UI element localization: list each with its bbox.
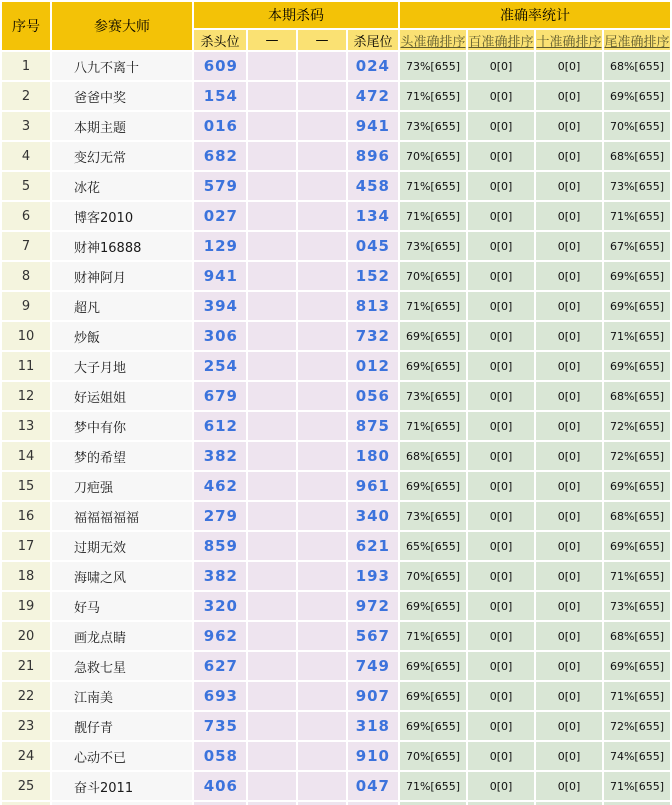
row-kill-tens-value [298, 742, 346, 770]
row-accuracy-hundreds: 0[0] [468, 652, 534, 680]
row-master-name: 超凡 [52, 292, 192, 320]
column-header-serial: 序号 [2, 2, 50, 50]
row-accuracy-hundreds: 0[0] [468, 262, 534, 290]
row-kill-head-value: 279 [194, 502, 246, 530]
row-kill-tail-value: 056 [348, 382, 398, 410]
row-kill-head-value: 627 [194, 652, 246, 680]
row-kill-tail-value: 896 [348, 142, 398, 170]
row-kill-tens-value [298, 382, 346, 410]
sort-link-head-accuracy[interactable]: 头准确排序 [400, 34, 466, 50]
row-accuracy-tail: 72%[655] [604, 412, 670, 440]
row-accuracy-hundreds: 0[0] [468, 142, 534, 170]
row-kill-hundreds-value [248, 622, 296, 650]
row-accuracy-head: 70%[655] [400, 742, 466, 770]
row-accuracy-hundreds: 0[0] [468, 52, 534, 80]
row-accuracy-tail: 69%[655] [604, 532, 670, 560]
row-master-name: 变幻无常 [52, 142, 192, 170]
row-kill-tail-value: 961 [348, 472, 398, 500]
row-accuracy-hundreds: 0[0] [468, 682, 534, 710]
row-kill-head-value: 462 [194, 472, 246, 500]
row-kill-tens-value [298, 172, 346, 200]
row-kill-hundreds-value [248, 322, 296, 350]
row-kill-tail-value: 047 [348, 772, 398, 800]
row-kill-head-value: 016 [194, 112, 246, 140]
row-serial-number: 5 [2, 172, 50, 200]
row-accuracy-head: 70%[655] [400, 562, 466, 590]
row-master-name: 大子月地 [52, 352, 192, 380]
row-accuracy-tail: 68%[655] [604, 622, 670, 650]
row-kill-hundreds-value [248, 202, 296, 230]
row-serial-number: 22 [2, 682, 50, 710]
row-master-name: 心动不已 [52, 742, 192, 770]
row-kill-tail-value: 318 [348, 712, 398, 740]
row-accuracy-hundreds: 0[0] [468, 502, 534, 530]
subheader-dash-1: — [248, 30, 296, 50]
row-serial-number: 15 [2, 472, 50, 500]
row-accuracy-hundreds: 0[0] [468, 712, 534, 740]
row-kill-tens-value [298, 592, 346, 620]
row-master-name: 过期无效 [52, 532, 192, 560]
row-serial-number: 18 [2, 562, 50, 590]
row-kill-tail-value: 152 [348, 262, 398, 290]
subheader-kill-tail: 杀尾位 [348, 30, 398, 50]
row-kill-hundreds-value [248, 232, 296, 260]
row-kill-hundreds-value [248, 652, 296, 680]
row-kill-hundreds-value [248, 592, 296, 620]
row-serial-number: 14 [2, 442, 50, 470]
row-accuracy-tail: 71%[655] [604, 202, 670, 230]
row-accuracy-tail: 68%[655] [604, 382, 670, 410]
row-accuracy-tens: 0[0] [536, 532, 602, 560]
row-kill-hundreds-value [248, 532, 296, 560]
row-kill-hundreds-value [248, 502, 296, 530]
row-accuracy-tail: 73%[655] [604, 592, 670, 620]
row-accuracy-tens: 0[0] [536, 382, 602, 410]
row-accuracy-head: 69%[655] [400, 592, 466, 620]
row-kill-tail-value: 567 [348, 622, 398, 650]
row-kill-tail-value: 941 [348, 112, 398, 140]
row-kill-tens-value [298, 622, 346, 650]
group-header-accuracy-stats: 准确率统计 [400, 2, 670, 28]
table-row [2, 592, 670, 620]
row-kill-tail-value: 340 [348, 502, 398, 530]
row-kill-hundreds-value [248, 172, 296, 200]
row-master-name: 江南美 [52, 682, 192, 710]
row-serial-number: 24 [2, 742, 50, 770]
row-kill-hundreds-value [248, 292, 296, 320]
row-kill-tail-value: 972 [348, 592, 398, 620]
row-serial-number: 25 [2, 772, 50, 800]
row-accuracy-tens: 0[0] [536, 472, 602, 500]
row-serial-number: 11 [2, 352, 50, 380]
row-accuracy-tail: 67%[655] [604, 232, 670, 260]
table-row [2, 322, 670, 350]
row-serial-number: 3 [2, 112, 50, 140]
row-kill-tens-value [298, 562, 346, 590]
group-header-kill-codes: 本期杀码 [194, 2, 398, 28]
row-kill-hundreds-value [248, 472, 296, 500]
row-accuracy-hundreds: 0[0] [468, 322, 534, 350]
row-accuracy-hundreds: 0[0] [468, 82, 534, 110]
row-accuracy-tens: 0[0] [536, 352, 602, 380]
row-accuracy-tens: 0[0] [536, 682, 602, 710]
table-body [2, 52, 670, 805]
row-kill-head-value: 129 [194, 232, 246, 260]
row-accuracy-head: 65%[655] [400, 532, 466, 560]
row-master-name: 冰花 [52, 172, 192, 200]
row-master-name: 靓仔青 [52, 712, 192, 740]
table-row [2, 112, 670, 140]
row-accuracy-tens: 0[0] [536, 772, 602, 800]
row-accuracy-head: 71%[655] [400, 772, 466, 800]
row-serial-number: 9 [2, 292, 50, 320]
row-accuracy-tail: 69%[655] [604, 472, 670, 500]
row-accuracy-hundreds: 0[0] [468, 532, 534, 560]
row-accuracy-tens: 0[0] [536, 202, 602, 230]
row-serial-number: 2 [2, 82, 50, 110]
table-row [2, 712, 670, 740]
row-kill-tail-value: 472 [348, 82, 398, 110]
row-kill-head-value: 579 [194, 172, 246, 200]
table-row [2, 262, 670, 290]
row-accuracy-head: 69%[655] [400, 652, 466, 680]
subheader-dash-2: — [298, 30, 346, 50]
row-kill-head-value: 735 [194, 712, 246, 740]
row-kill-hundreds-value [248, 112, 296, 140]
sort-link-tail-accuracy[interactable]: 尾准确排序 [604, 34, 670, 50]
row-master-name: 好运姐姐 [52, 382, 192, 410]
row-master-name: 好马 [52, 592, 192, 620]
row-accuracy-hundreds: 0[0] [468, 562, 534, 590]
row-kill-tens-value [298, 52, 346, 80]
row-kill-hundreds-value [248, 352, 296, 380]
row-serial-number: 12 [2, 382, 50, 410]
row-accuracy-head: 69%[655] [400, 352, 466, 380]
table-row [2, 232, 670, 260]
row-accuracy-head: 73%[655] [400, 232, 466, 260]
row-serial-number: 21 [2, 652, 50, 680]
row-kill-tail-value: 749 [348, 652, 398, 680]
row-accuracy-tail: 70%[655] [604, 112, 670, 140]
row-accuracy-head: 71%[655] [400, 412, 466, 440]
row-kill-hundreds-value [248, 262, 296, 290]
row-master-name: 炒飯 [52, 322, 192, 350]
row-accuracy-tens: 0[0] [536, 292, 602, 320]
row-accuracy-tens: 0[0] [536, 442, 602, 470]
row-serial-number: 4 [2, 142, 50, 170]
row-master-name: 画龙点睛 [52, 622, 192, 650]
row-kill-tens-value [298, 442, 346, 470]
row-accuracy-tail: 71%[655] [604, 682, 670, 710]
row-accuracy-tens: 0[0] [536, 502, 602, 530]
row-accuracy-tens: 0[0] [536, 712, 602, 740]
row-accuracy-tail: 73%[655] [604, 172, 670, 200]
table-row [2, 472, 670, 500]
table-row [2, 172, 670, 200]
row-master-name: 海啸之风 [52, 562, 192, 590]
row-accuracy-tens: 0[0] [536, 232, 602, 260]
row-kill-hundreds-value [248, 442, 296, 470]
row-kill-hundreds-value [248, 682, 296, 710]
row-accuracy-tail: 72%[655] [604, 712, 670, 740]
row-kill-tens-value [298, 232, 346, 260]
row-accuracy-tens: 0[0] [536, 742, 602, 770]
row-master-name: 爸爸中奖 [52, 82, 192, 110]
row-master-name: 急救七星 [52, 652, 192, 680]
row-kill-head-value: 682 [194, 142, 246, 170]
subheader-kill-head: 杀头位 [194, 30, 246, 50]
row-accuracy-hundreds: 0[0] [468, 292, 534, 320]
row-accuracy-tail: 74%[655] [604, 742, 670, 770]
row-accuracy-tens: 0[0] [536, 172, 602, 200]
row-kill-tail-value: 910 [348, 742, 398, 770]
row-kill-tail-value: 012 [348, 352, 398, 380]
table-row [2, 292, 670, 320]
table-row [2, 52, 670, 80]
row-accuracy-tail: 68%[655] [604, 142, 670, 170]
row-kill-head-value: 320 [194, 592, 246, 620]
row-kill-head-value: 382 [194, 562, 246, 590]
row-accuracy-hundreds: 0[0] [468, 172, 534, 200]
row-accuracy-tens: 0[0] [536, 322, 602, 350]
table-row [2, 442, 670, 470]
row-kill-head-value: 254 [194, 352, 246, 380]
row-kill-hundreds-value [248, 772, 296, 800]
row-serial-number: 19 [2, 592, 50, 620]
row-accuracy-hundreds: 0[0] [468, 442, 534, 470]
table-row [2, 142, 670, 170]
row-kill-tens-value [298, 502, 346, 530]
table-row [2, 742, 670, 770]
row-accuracy-head: 68%[655] [400, 442, 466, 470]
row-kill-tens-value [298, 322, 346, 350]
row-kill-tail-value: 193 [348, 562, 398, 590]
row-master-name: 博客2010 [52, 202, 192, 230]
row-accuracy-head: 69%[655] [400, 682, 466, 710]
row-master-name: 本期主题 [52, 112, 192, 140]
row-kill-hundreds-value [248, 382, 296, 410]
row-accuracy-tail: 72%[655] [604, 442, 670, 470]
row-serial-number: 6 [2, 202, 50, 230]
table-row [2, 532, 670, 560]
row-accuracy-hundreds: 0[0] [468, 232, 534, 260]
row-kill-tens-value [298, 652, 346, 680]
row-accuracy-hundreds: 0[0] [468, 112, 534, 140]
column-header-master: 参赛大师 [52, 2, 192, 50]
row-kill-head-value: 154 [194, 82, 246, 110]
row-kill-head-value: 027 [194, 202, 246, 230]
row-accuracy-hundreds: 0[0] [468, 772, 534, 800]
row-kill-tens-value [298, 202, 346, 230]
row-kill-head-value: 406 [194, 772, 246, 800]
row-kill-tens-value [298, 682, 346, 710]
row-accuracy-tens: 0[0] [536, 622, 602, 650]
row-accuracy-head: 73%[655] [400, 502, 466, 530]
row-accuracy-tens: 0[0] [536, 52, 602, 80]
row-kill-hundreds-value [248, 562, 296, 590]
row-accuracy-tail: 71%[655] [604, 772, 670, 800]
table-row [2, 352, 670, 380]
row-serial-number: 17 [2, 532, 50, 560]
row-kill-tail-value: 621 [348, 532, 398, 560]
table-row [2, 772, 670, 800]
row-kill-tail-value: 732 [348, 322, 398, 350]
row-accuracy-head: 70%[655] [400, 262, 466, 290]
row-accuracy-head: 73%[655] [400, 52, 466, 80]
row-kill-tail-value: 875 [348, 412, 398, 440]
table-row [2, 562, 670, 590]
row-accuracy-hundreds: 0[0] [468, 472, 534, 500]
row-accuracy-tail: 69%[655] [604, 262, 670, 290]
row-accuracy-tail: 69%[655] [604, 292, 670, 320]
row-kill-tens-value [298, 712, 346, 740]
row-kill-tail-value: 813 [348, 292, 398, 320]
row-master-name: 梦中有你 [52, 412, 192, 440]
table-row [2, 682, 670, 710]
row-kill-head-value: 609 [194, 52, 246, 80]
row-accuracy-tail: 69%[655] [604, 82, 670, 110]
row-kill-tens-value [298, 532, 346, 560]
row-accuracy-tens: 0[0] [536, 592, 602, 620]
row-serial-number: 8 [2, 262, 50, 290]
row-accuracy-tail: 68%[655] [604, 52, 670, 80]
row-kill-tens-value [298, 412, 346, 440]
row-accuracy-tens: 0[0] [536, 82, 602, 110]
row-serial-number: 1 [2, 52, 50, 80]
row-kill-hundreds-value [248, 52, 296, 80]
row-kill-hundreds-value [248, 742, 296, 770]
row-accuracy-tens: 0[0] [536, 652, 602, 680]
row-master-name: 财神阿月 [52, 262, 192, 290]
row-serial-number: 20 [2, 622, 50, 650]
row-accuracy-hundreds: 0[0] [468, 592, 534, 620]
sort-link-hundreds-accuracy[interactable]: 百准确排序 [468, 34, 534, 50]
row-accuracy-tail: 71%[655] [604, 322, 670, 350]
row-accuracy-hundreds: 0[0] [468, 352, 534, 380]
row-accuracy-tail: 71%[655] [604, 562, 670, 590]
row-serial-number: 23 [2, 712, 50, 740]
row-kill-head-value: 382 [194, 442, 246, 470]
row-accuracy-head: 69%[655] [400, 322, 466, 350]
row-kill-head-value: 962 [194, 622, 246, 650]
row-accuracy-hundreds: 0[0] [468, 622, 534, 650]
row-accuracy-hundreds: 0[0] [468, 742, 534, 770]
table-row [2, 382, 670, 410]
row-kill-tens-value [298, 142, 346, 170]
row-kill-tail-value: 907 [348, 682, 398, 710]
row-master-name: 福福福福福 [52, 502, 192, 530]
row-serial-number: 10 [2, 322, 50, 350]
row-kill-tens-value [298, 472, 346, 500]
row-master-name: 财神16888 [52, 232, 192, 260]
table-row [2, 652, 670, 680]
row-kill-head-value: 679 [194, 382, 246, 410]
row-kill-tail-value: 458 [348, 172, 398, 200]
row-accuracy-tail: 69%[655] [604, 652, 670, 680]
row-kill-tail-value: 180 [348, 442, 398, 470]
row-accuracy-head: 73%[655] [400, 382, 466, 410]
row-master-name: 刀疤强 [52, 472, 192, 500]
row-accuracy-head: 69%[655] [400, 472, 466, 500]
row-kill-tens-value [298, 352, 346, 380]
row-kill-head-value: 612 [194, 412, 246, 440]
table-row [2, 82, 670, 110]
row-accuracy-head: 71%[655] [400, 82, 466, 110]
table-row [2, 202, 670, 230]
row-kill-head-value: 058 [194, 742, 246, 770]
row-kill-head-value: 941 [194, 262, 246, 290]
row-kill-tens-value [298, 82, 346, 110]
row-accuracy-head: 71%[655] [400, 292, 466, 320]
row-kill-tens-value [298, 292, 346, 320]
row-kill-tail-value: 024 [348, 52, 398, 80]
row-kill-head-value: 394 [194, 292, 246, 320]
row-master-name: 奋斗2011 [52, 772, 192, 800]
row-kill-head-value: 306 [194, 322, 246, 350]
row-accuracy-head: 70%[655] [400, 142, 466, 170]
row-accuracy-head: 71%[655] [400, 172, 466, 200]
header-row-groups [2, 2, 670, 28]
row-accuracy-head: 69%[655] [400, 712, 466, 740]
row-serial-number: 13 [2, 412, 50, 440]
row-kill-hundreds-value [248, 412, 296, 440]
row-accuracy-head: 71%[655] [400, 202, 466, 230]
row-kill-hundreds-value [248, 712, 296, 740]
row-master-name: 八九不离十 [52, 52, 192, 80]
row-accuracy-tens: 0[0] [536, 142, 602, 170]
row-serial-number: 16 [2, 502, 50, 530]
row-kill-head-value: 693 [194, 682, 246, 710]
row-kill-tail-value: 045 [348, 232, 398, 260]
row-kill-tail-value: 134 [348, 202, 398, 230]
row-accuracy-tail: 69%[655] [604, 352, 670, 380]
row-accuracy-tens: 0[0] [536, 562, 602, 590]
row-kill-head-value: 859 [194, 532, 246, 560]
table-row [2, 622, 670, 650]
row-accuracy-tail: 68%[655] [604, 502, 670, 530]
row-accuracy-hundreds: 0[0] [468, 202, 534, 230]
row-kill-hundreds-value [248, 82, 296, 110]
row-accuracy-tens: 0[0] [536, 262, 602, 290]
row-accuracy-tens: 0[0] [536, 412, 602, 440]
row-master-name: 梦的希望 [52, 442, 192, 470]
row-kill-hundreds-value [248, 142, 296, 170]
row-kill-tens-value [298, 112, 346, 140]
row-accuracy-hundreds: 0[0] [468, 412, 534, 440]
sort-link-tens-accuracy[interactable]: 十准确排序 [536, 34, 602, 50]
row-accuracy-tens: 0[0] [536, 112, 602, 140]
row-kill-tens-value [298, 262, 346, 290]
row-accuracy-head: 73%[655] [400, 112, 466, 140]
table-row [2, 502, 670, 530]
table-row [2, 412, 670, 440]
row-accuracy-hundreds: 0[0] [468, 382, 534, 410]
row-kill-tens-value [298, 772, 346, 800]
row-accuracy-head: 71%[655] [400, 622, 466, 650]
row-serial-number: 7 [2, 232, 50, 260]
